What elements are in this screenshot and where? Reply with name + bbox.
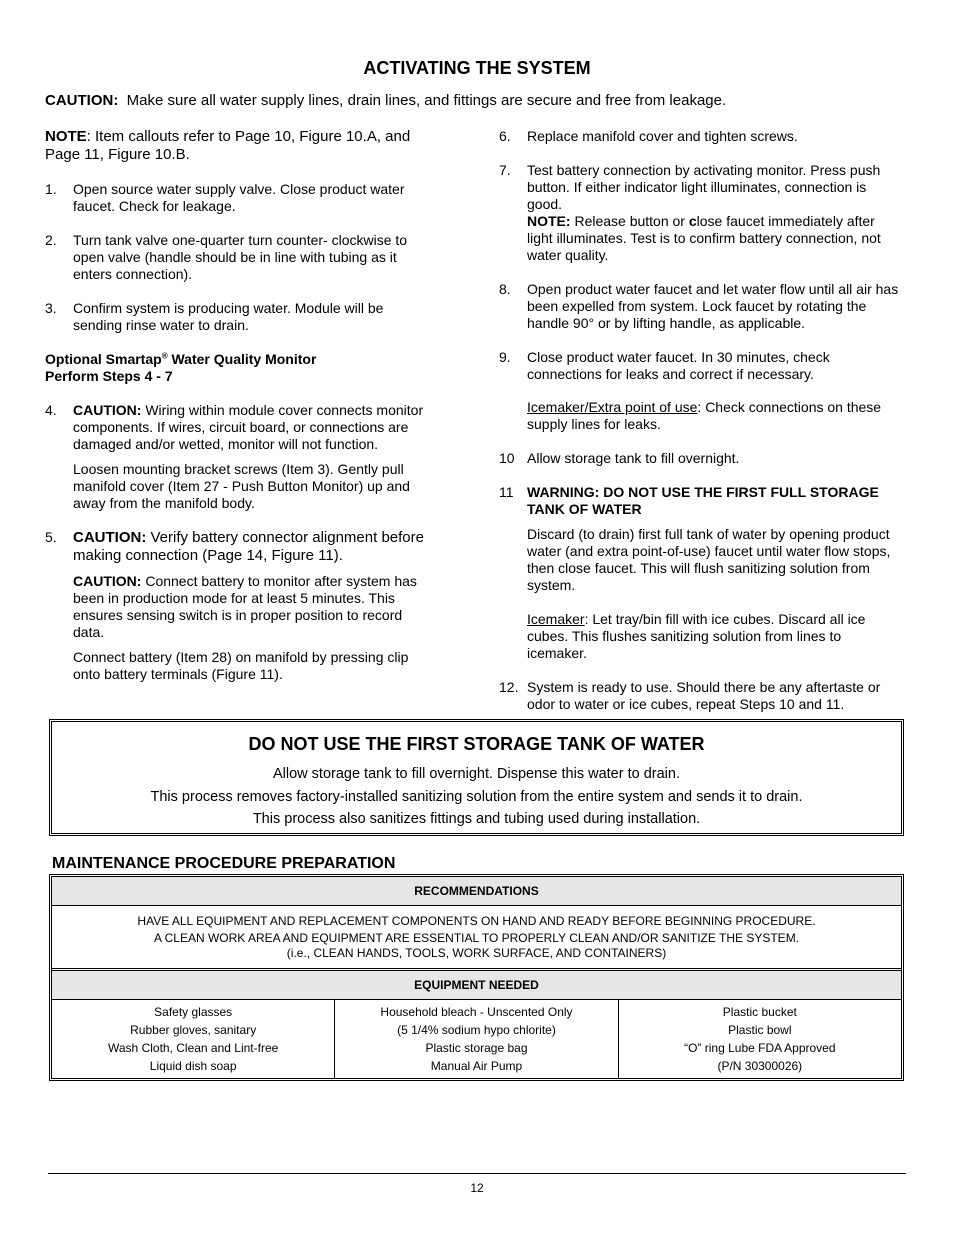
step-number: 8.: [499, 281, 511, 297]
step-2: [45, 232, 435, 283]
step-text: Replace manifold cover and tighten screws.: [527, 128, 798, 144]
equipment-column-3: [618, 1000, 901, 1078]
equipment-item: Plastic bowl: [728, 1023, 792, 1037]
caution-label: CAUTION:: [73, 402, 142, 418]
step-number: 1.: [45, 181, 57, 197]
step-text: Open source water supply valve. Close product water faucet. Check for leakage.: [73, 181, 405, 214]
equipment-item: (5 1/4% sodium hypo chlorite): [397, 1023, 556, 1037]
step-3: [45, 300, 435, 334]
optional-monitor-heading: Optional Smartap® Water Quality Monitor Perform Steps 4 - 7: [45, 351, 317, 384]
equipment-item: Liquid dish soap: [149, 1059, 237, 1073]
note-paragraph: [45, 128, 435, 164]
equipment-item: Household bleach - Unscented Only: [380, 1005, 573, 1019]
page-number: 12: [470, 1181, 484, 1195]
step-number: 7.: [499, 162, 511, 178]
step-text: Allow storage tank to fill overnight.: [527, 450, 740, 466]
caution-label: CAUTION:: [45, 92, 119, 109]
equipment-item: Plastic bucket: [722, 1005, 797, 1019]
step-number: 9.: [499, 349, 511, 365]
note-text: : Item callouts refer to Page 10, Figure 10.A, and Page 11, Figure 10.B.: [45, 128, 411, 163]
caution-top: [45, 91, 925, 110]
step-number: 12.: [499, 679, 519, 695]
step-text: Close product water faucet. In 30 minutes, check connections for leaks and correct if necessary.: [527, 349, 830, 382]
step-5-sub2: Connect battery (Item 28) on manifold by pressing clip onto battery terminals (Figure 11).: [73, 649, 409, 682]
recommendation-line: (i.e., CLEAN HANDS, TOOLS, WORK SURFACE, AND CONTAINERS): [286, 946, 667, 960]
left-column: [45, 128, 435, 700]
step-10: [499, 450, 899, 467]
step-5-sub: Connect battery to monitor after system has been in production mode for at least 5 minutes. This ensures sensing switch is in proper position to record data.: [73, 573, 417, 640]
page-title: ACTIVATING THE SYSTEM: [363, 58, 591, 78]
equipment-header: EQUIPMENT NEEDED: [52, 971, 901, 1000]
equipment-item: (P/N 30300026): [717, 1059, 803, 1073]
step-11-sub: Discard (to drain) first full tank of water by opening product water (and extra point-of-use) faucet until water flow stops, then close faucet. This will flush sanitizing solution from system.: [527, 526, 891, 593]
warning-box-line: This process removes factory-installed sanitizing solution from the entire system and sends it to drain.: [150, 788, 803, 805]
step-number: 6.: [499, 128, 511, 144]
note-label: NOTE: [45, 128, 87, 145]
step-8: [499, 281, 899, 332]
maintenance-heading: MAINTENANCE PROCEDURE PREPARATION: [52, 855, 396, 872]
step-number: 10: [499, 450, 515, 466]
equipment-item: Wash Cloth, Clean and Lint-free: [108, 1041, 279, 1055]
warning-box: [49, 719, 904, 836]
note-label: NOTE:: [527, 213, 571, 229]
step-9-sub: Icemaker/Extra point of use: Check connections on these supply lines for leaks.: [527, 399, 882, 432]
caution-label: CAUTION:: [73, 529, 147, 546]
maintenance-table: [49, 874, 904, 1081]
step-number: 5.: [45, 529, 57, 545]
registered-mark: ®: [161, 351, 168, 361]
step-number: 4.: [45, 402, 57, 418]
step-11: [499, 484, 899, 662]
step-text: Turn tank valve one-quarter turn counter- clockwise to open valve (handle should be in line with tubing as it enters connection).: [73, 232, 408, 282]
step-1: [45, 181, 435, 215]
equipment-item: Safety glasses: [154, 1005, 233, 1019]
step-4-sub: Loosen mounting bracket screws (Item 3). Gently pull manifold cover (Item 27 - Push Button Monitor) up and away from the manifold body.: [73, 461, 410, 511]
step-text: Confirm system is producing water. Module will be sending rinse water to drain.: [73, 300, 384, 333]
perform-steps: Perform Steps 4 - 7: [45, 368, 173, 384]
recommendations-header: RECOMMENDATIONS: [52, 877, 901, 906]
step-6: [499, 128, 899, 145]
step-7: 7. Test battery connection by activating monitor. Press push button. If either indicator light illuminates, connection is good. NOTE: Release button or close faucet immediately after light illuminates. Test is to confirm battery connection, not water quality.: [499, 162, 881, 263]
equipment-item: Plastic storage bag: [425, 1041, 528, 1055]
step-text: Open product water faucet and let water flow until all air has been expelled from system. Lock faucet by rotating the handle 90° or by lifting handle, as applicable.: [527, 281, 899, 331]
step-text: Wiring within module cover connects monitor components. If wires, circuit board, or connections are damaged and/or wetted, monitor will not function.: [73, 402, 424, 452]
warning-box-heading: DO NOT USE THE FIRST STORAGE TANK OF WATER: [248, 734, 705, 754]
right-column: [499, 128, 899, 730]
equipment-item: “O” ring Lube FDA Approved: [684, 1041, 836, 1055]
equipment-item: Rubber gloves, sanitary: [130, 1023, 257, 1037]
recommendation-line: A CLEAN WORK AREA AND EQUIPMENT ARE ESSENTIAL TO PROPERLY CLEAN AND/OR SANITIZE THE SYSTEM.: [153, 931, 800, 945]
caution-label: CAUTION:: [73, 573, 142, 589]
equipment-column-1: [52, 1000, 334, 1078]
recommendation-line: HAVE ALL EQUIPMENT AND REPLACEMENT COMPONENTS ON HAND AND READY BEFORE BEGINNING PROCEDURE.: [137, 914, 816, 928]
recommendations-body: [52, 906, 901, 968]
warning-text: WARNING: DO NOT USE THE FIRST FULL STORAGE TANK OF WATER: [527, 484, 879, 517]
step-text: Verify battery connector alignment before making connection (Page 14, Figure 11).: [73, 529, 424, 564]
step-9: [499, 349, 899, 433]
equipment-row: [52, 1000, 901, 1078]
step-12: [499, 679, 899, 713]
step-number: 2.: [45, 232, 57, 248]
equipment-column-2: [334, 1000, 617, 1078]
step-number: 11: [499, 484, 514, 500]
step-text: Test battery connection by activating monitor. Press push button. If either indicator light illuminates, connection is good.: [527, 162, 881, 212]
warning-box-line: This process also sanitizes fittings and tubing used during installation.: [252, 811, 701, 827]
step-number: 3.: [45, 300, 57, 316]
footer-rule: [48, 1173, 906, 1174]
step-4: [45, 402, 435, 512]
step-text: System is ready to use. Should there be any aftertaste or odor to water or ice cubes, repeat Steps 10 and 11.: [527, 679, 881, 712]
step-5: [45, 529, 435, 683]
step-11-sub2: Icemaker: Let tray/bin fill with ice cubes. Discard all ice cubes. This flushes sanitizing solution from lines to icemaker.: [527, 611, 866, 661]
equipment-item: Manual Air Pump: [430, 1059, 523, 1073]
warning-box-line: Allow storage tank to fill overnight. Dispense this water to drain.: [272, 766, 680, 782]
caution-text: Make sure all water supply lines, drain lines, and fittings are secure and free from leakage.: [126, 92, 727, 109]
